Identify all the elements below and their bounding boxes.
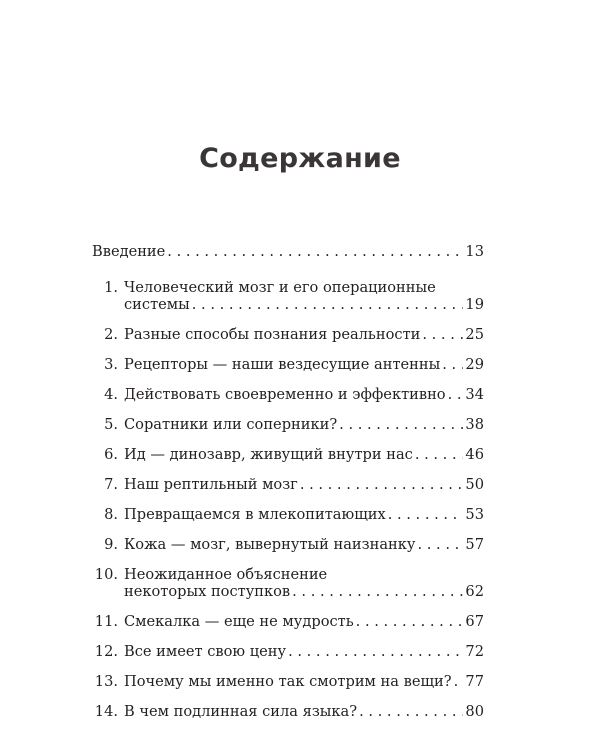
toc-entry-10: [92, 566, 484, 600]
toc-entry-page: 25: [465, 326, 484, 343]
toc-entry-page: 38: [465, 416, 484, 433]
toc-entry-page: 29: [465, 356, 484, 373]
toc-entry-page: 34: [465, 386, 484, 403]
toc-entry-5: [92, 416, 484, 433]
toc-entry-page: 57: [465, 536, 484, 553]
toc-entry-1: [92, 279, 484, 313]
toc-entry-number: 9.: [104, 536, 118, 553]
toc-entry-title: Разные способы познания реальности: [124, 326, 421, 343]
toc-entry-number: 4.: [104, 386, 118, 403]
toc-entry-number: 3.: [104, 356, 118, 373]
toc-entry-8: [92, 506, 484, 523]
toc-entry-page: 13: [465, 243, 484, 260]
toc-entry-page: 72: [465, 643, 484, 660]
toc-entry-title-line2: системы: [124, 296, 190, 313]
toc-entry-title: Почему мы именно так смотрим на вещи?: [124, 673, 452, 690]
toc-entry-11: [92, 613, 484, 630]
toc-leader-dots: [359, 703, 463, 720]
toc-leader-dots: [422, 326, 463, 343]
toc-entry-9: [92, 536, 484, 553]
toc-entry-number: 7.: [104, 476, 118, 493]
toc-entry-14: [92, 703, 484, 720]
toc-entry-number: 1.: [104, 279, 118, 296]
toc-leader-dots: [356, 613, 464, 630]
toc-entry-number: 8.: [104, 506, 118, 523]
toc-entry-number: 14.: [94, 703, 118, 720]
toc-entry-number: 10.: [94, 566, 118, 583]
toc-leader-dots: [388, 506, 464, 523]
toc-entry-12: [92, 643, 484, 660]
toc-entry-title: Рецепторы — наши вездесущие антенны: [124, 356, 441, 373]
table-of-contents: [92, 243, 484, 720]
toc-entry-page: 53: [465, 506, 484, 523]
toc-leader-dots: [167, 243, 463, 260]
toc-leader-dots: [454, 673, 464, 690]
toc-entry-title: Ид — динозавр, живущий внутри нас: [124, 446, 413, 463]
toc-entry-title: Превращаемся в млекопитающих: [124, 506, 386, 523]
toc-entry-number: 6.: [104, 446, 118, 463]
toc-entry-page: 46: [465, 446, 484, 463]
toc-entry-number: 12.: [94, 643, 118, 660]
toc-leader-dots: [417, 536, 463, 553]
toc-entry-title-line1: Человеческий мозг и его операционные: [124, 279, 436, 296]
toc-entry-title: Смекалка — еще не мудрость: [124, 613, 354, 630]
toc-entry-2: [92, 326, 484, 343]
toc-leader-dots: [442, 356, 463, 373]
toc-leader-dots: [415, 446, 464, 463]
toc-entry-title-line1: Неожиданное объяснение: [124, 566, 328, 583]
toc-entry-page: 77: [465, 673, 484, 690]
toc-entry-page: 19: [465, 296, 484, 313]
toc-entry-7: [92, 476, 484, 493]
toc-leader-dots: [192, 296, 464, 313]
toc-leader-dots: [339, 416, 463, 433]
toc-entry-intro: [92, 243, 484, 260]
toc-leader-dots: [288, 643, 463, 660]
toc-entry-page: 62: [465, 583, 484, 600]
toc-entry-title: В чем подлинная сила языка?: [124, 703, 358, 720]
toc-entry-number: 5.: [104, 416, 118, 433]
toc-entry-number: 13.: [94, 673, 118, 690]
toc-entry-title: Все имеет свою цену: [124, 643, 287, 660]
toc-entry-page: 80: [465, 703, 484, 720]
toc-entry-title: Действовать своевременно и эффективно: [124, 386, 446, 403]
page-title: Содержание: [199, 143, 401, 174]
toc-entry-4: [92, 386, 484, 403]
toc-leader-dots: [300, 476, 464, 493]
toc-entry-13: [92, 673, 484, 690]
toc-entry-6: [92, 446, 484, 463]
toc-entry-title: Соратники или соперники?: [124, 416, 338, 433]
toc-entry-number: 11.: [94, 613, 118, 630]
toc-entry-number: 2.: [104, 326, 118, 343]
toc-entry-title: Наш рептильный мозг: [124, 476, 298, 493]
toc-leader-dots: [292, 583, 463, 600]
toc-entry-3: [92, 356, 484, 373]
toc-entry-page: 50: [465, 476, 484, 493]
toc-entry-title-line2: некоторых поступков: [124, 583, 291, 600]
toc-leader-dots: [448, 386, 464, 403]
toc-entry-title: Кожа — мозг, вывернутый наизнанку: [124, 536, 416, 553]
toc-entry-title: Введение: [92, 243, 166, 260]
toc-entry-page: 67: [465, 613, 484, 630]
